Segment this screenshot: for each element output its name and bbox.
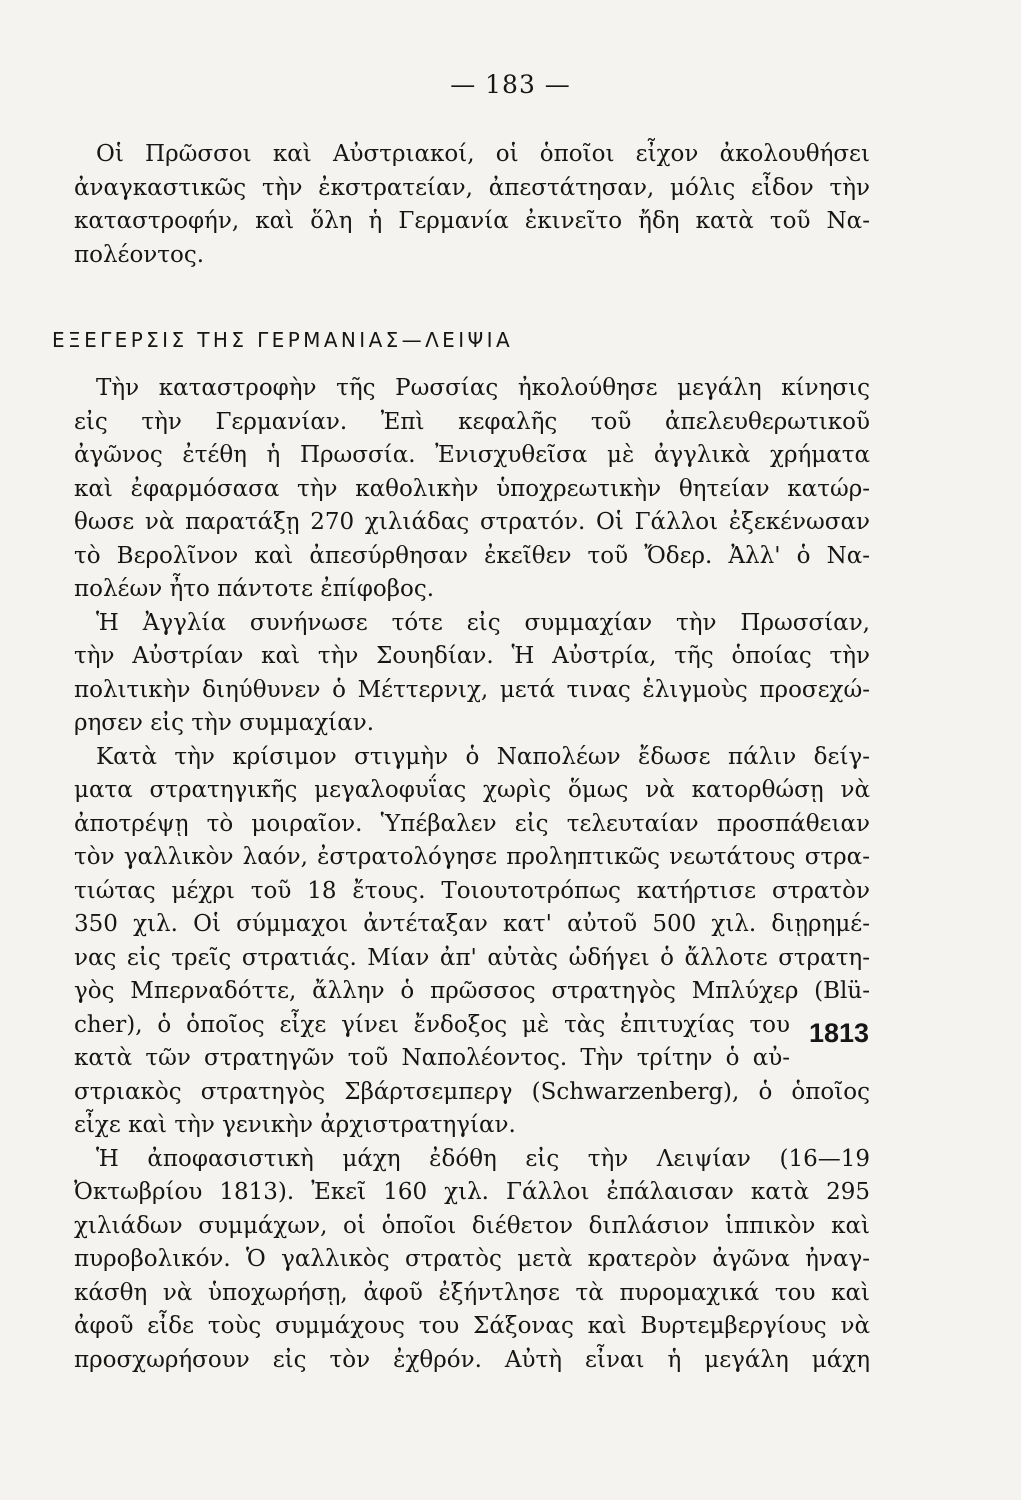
text-line: ἀναγκαστικῶς τὴν ἐκστρατείαν, ἀπεστάτησαν, μόλις εἶδον τὴν [74,174,870,201]
text-line: Κατὰ τὴν κρίσιμον στιγμὴν ὁ Ναπολέων ἔδωσε πάλιν δείγ- [96,743,870,770]
text-line: στριακὸς στρατηγὸς Σβάρτσεμπεργ (Schwarzenberg), ὁ ὁποῖος [74,1078,870,1105]
text-line: Ἡ Ἀγγλία συνήνωσε τότε εἰς συμμαχίαν τὴν Πρωσσίαν, [96,609,870,636]
text-line: Ὀκτωβρίου 1813). Ἐκεῖ 160 χιλ. Γάλλοι ἐπάλαισαν κατὰ 295 [74,1179,870,1205]
text-line: κάσθη νὰ ὑποχωρήσῃ, ἀφοῦ ἐξήντλησε τὰ πυρομαχικά του καὶ [74,1279,870,1306]
text-line: ἀφοῦ εἶδε τοὺς συμμάχους του Σάξονας καὶ Βυρτεμβεργίους νὰ [74,1313,870,1339]
text-line: Τὴν καταστροφὴν τῆς Ρωσσίας ἠκολούθησε μεγάλη κίνησις [96,375,870,401]
text-line: χιλιάδων συμμάχων, οἱ ὁποῖοι διέθετον διπλάσιον ἱππικὸν καὶ [74,1212,870,1239]
text-line: cher), ὁ ὁποῖος εἶχε γίνει ἔνδοξος μὲ τὰς ἐπιτυχίας του [74,1011,790,1038]
text-line: γὸς Μπερναδόττε, ἄλλην ὁ πρῶσσος στρατηγὸς Μπλύχερ (Blü- [74,978,870,1004]
text-line: τὸν γαλλικὸν λαόν, ἐστρατολόγησε προληπτικῶς νεωτάτους στρα- [74,844,870,870]
text-line: τιώτας μέχρι τοῦ 18 ἔτους. Τοιουτοτρόπως κατήρτισε στρατὸν [74,877,870,904]
text-line: προσχωρήσουν εἰς τὸν ἐχθρόν. Αὐτὴ εἶναι ἡ μεγάλη μάχη [74,1346,870,1373]
text-line: ἀποτρέψῃ τὸ μοιραῖον. Ὑπέβαλεν εἰς τελευταίαν προσπάθειαν [74,810,870,837]
text-line: εἰς τὴν Γερμανίαν. Ἐπὶ κεφαλῆς τοῦ ἀπελευθερωτικοῦ [74,408,870,435]
text-line: κατὰ τῶν στρατηγῶν τοῦ Ναπολέοντος. Τὴν τρίτην ὁ αὐ- [74,1045,790,1071]
text-line: καὶ ἐφαρμόσασα τὴν καθολικὴν ὑποχρεωτικὴν θητείαν κατώρ- [74,475,870,502]
main-text [74,372,870,1377]
text-line: εἶχε καὶ τὴν γενικὴν ἀρχιστρατηγίαν. [74,1112,516,1138]
text-line: νας εἰς τρεῖς στρατιάς. Μίαν ἀπ' αὐτὰς ὡδήγει ὁ ἄλλοτε στρατη- [74,944,870,971]
text-line: 350 χιλ. Οἱ σύμμαχοι ἀντέταξαν κατ' αὐτοῦ 500 χιλ. διῃρημέ- [74,911,870,937]
text-line: τὸ Βερολῖνον καὶ ἀπεσύρθησαν ἐκεῖθεν τοῦ Ὄδερ. Ἀλλ' ὁ Να- [74,542,870,569]
text-line: θωσε νὰ παρατάξῃ 270 χιλιάδας στρατόν. Οἱ Γάλλοι ἐξεκένωσαν [74,509,870,535]
text-line: Ἡ ἀποφασιστικὴ μάχη ἐδόθη εἰς τὴν Λειψίαν (16—19 [96,1145,870,1172]
text-line: ρησεν εἰς τὴν συμμαχίαν. [74,710,375,736]
page-number: — 183 — [450,70,571,99]
text-line: τὴν Αὐστρίαν καὶ τὴν Σουηδίαν. Ἡ Αὐστρία, τῆς ὁποίας τὴν [74,643,870,669]
text-line: πολέοντος. [74,241,205,268]
text-line: πολιτικὴν διηύθυνεν ὁ Μέττερνιχ, μετά τινας ἑλιγμοὺς προσεχώ- [74,676,870,703]
intro-paragraph [74,138,870,272]
text-line: πυροβολικόν. Ὁ γαλλικὸς στρατὸς μετὰ κρατερὸν ἀγῶνα ἠναγ- [74,1246,870,1272]
section-heading: ΕΞΕΓΕΡΣΙΣ ΤΗΣ ΓΕΡΜΑΝΙΑΣ—ΛΕΙΨΙΑ [52,328,514,352]
text-line: ἀγῶνος ἐτέθη ἡ Πρωσσία. Ἐνισχυθεῖσα μὲ ἀγγλικὰ χρήματα [74,442,870,468]
text-line: ματα στρατηγικῆς μεγαλοφυΐας χωρὶς ὅμως νὰ κατορθώσῃ νὰ [74,777,870,803]
text-line: Οἱ Πρῶσσοι καὶ Αὐστριακοί, οἱ ὁποῖοι εἶχον ἀκολουθήσει [96,141,870,167]
text-line: πολέων ἦτο πάντοτε ἐπίφοβος. [74,576,435,602]
margin-year-note: 1813 [809,1018,870,1048]
text-line: καταστροφήν, καὶ ὅλη ἡ Γερμανία ἐκινεῖτο ἤδη κατὰ τοῦ Να- [74,208,870,234]
